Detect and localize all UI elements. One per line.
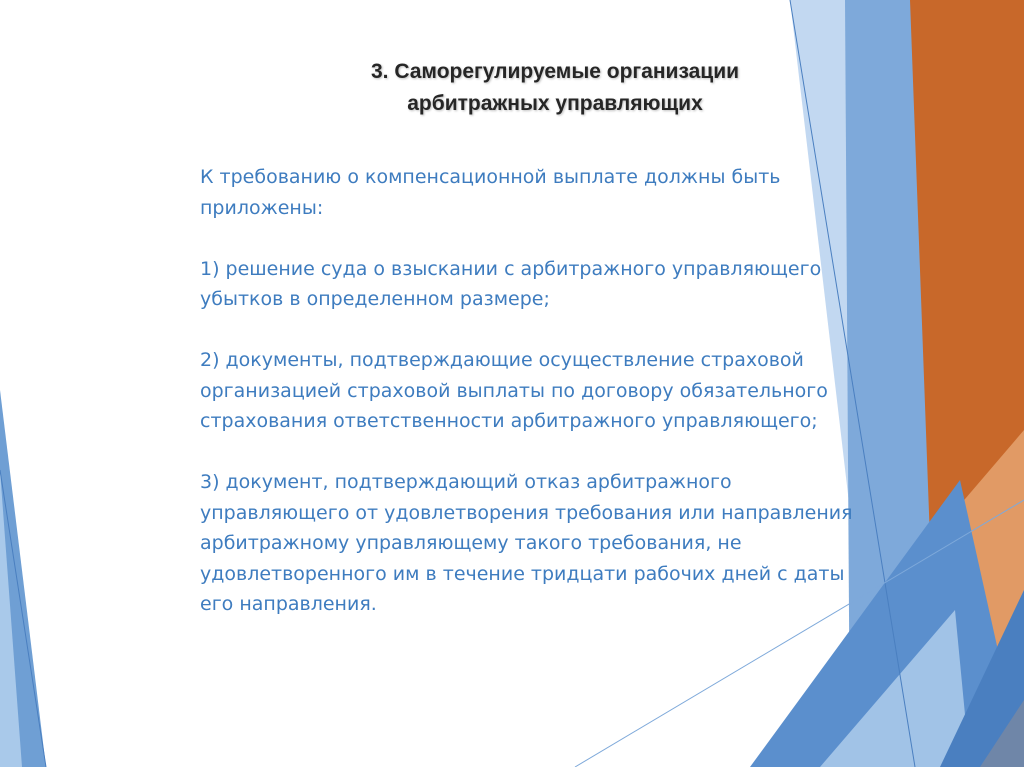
slide-title (290, 56, 820, 120)
list-item-1: 1) решение суда о взыскании с арбитражного управляющего убытков в определенном размере; (200, 257, 822, 310)
list-item-3: 3) документ, подтверждающий отказ арбитражного управляющего от удовлетворения требования или направления арбитражному управляющему такого требования, не удовлетворенного им в течение тридцати рабочих дней с даты его направления. (200, 471, 853, 615)
list-item-2: 2) документы, подтверждающие осуществление страховой организацией страховой выплаты по договору обязательного страхования ответственности арбитражного управляющего; (200, 349, 828, 432)
slide-body (200, 162, 960, 620)
slide-title-line-2: арбитражных управляющих (407, 92, 703, 115)
slide-title-line-1: 3. Саморегулируемые организации (370, 60, 740, 83)
intro-paragraph: К требованию о компенсационной выплате должны быть приложены: (200, 166, 781, 219)
